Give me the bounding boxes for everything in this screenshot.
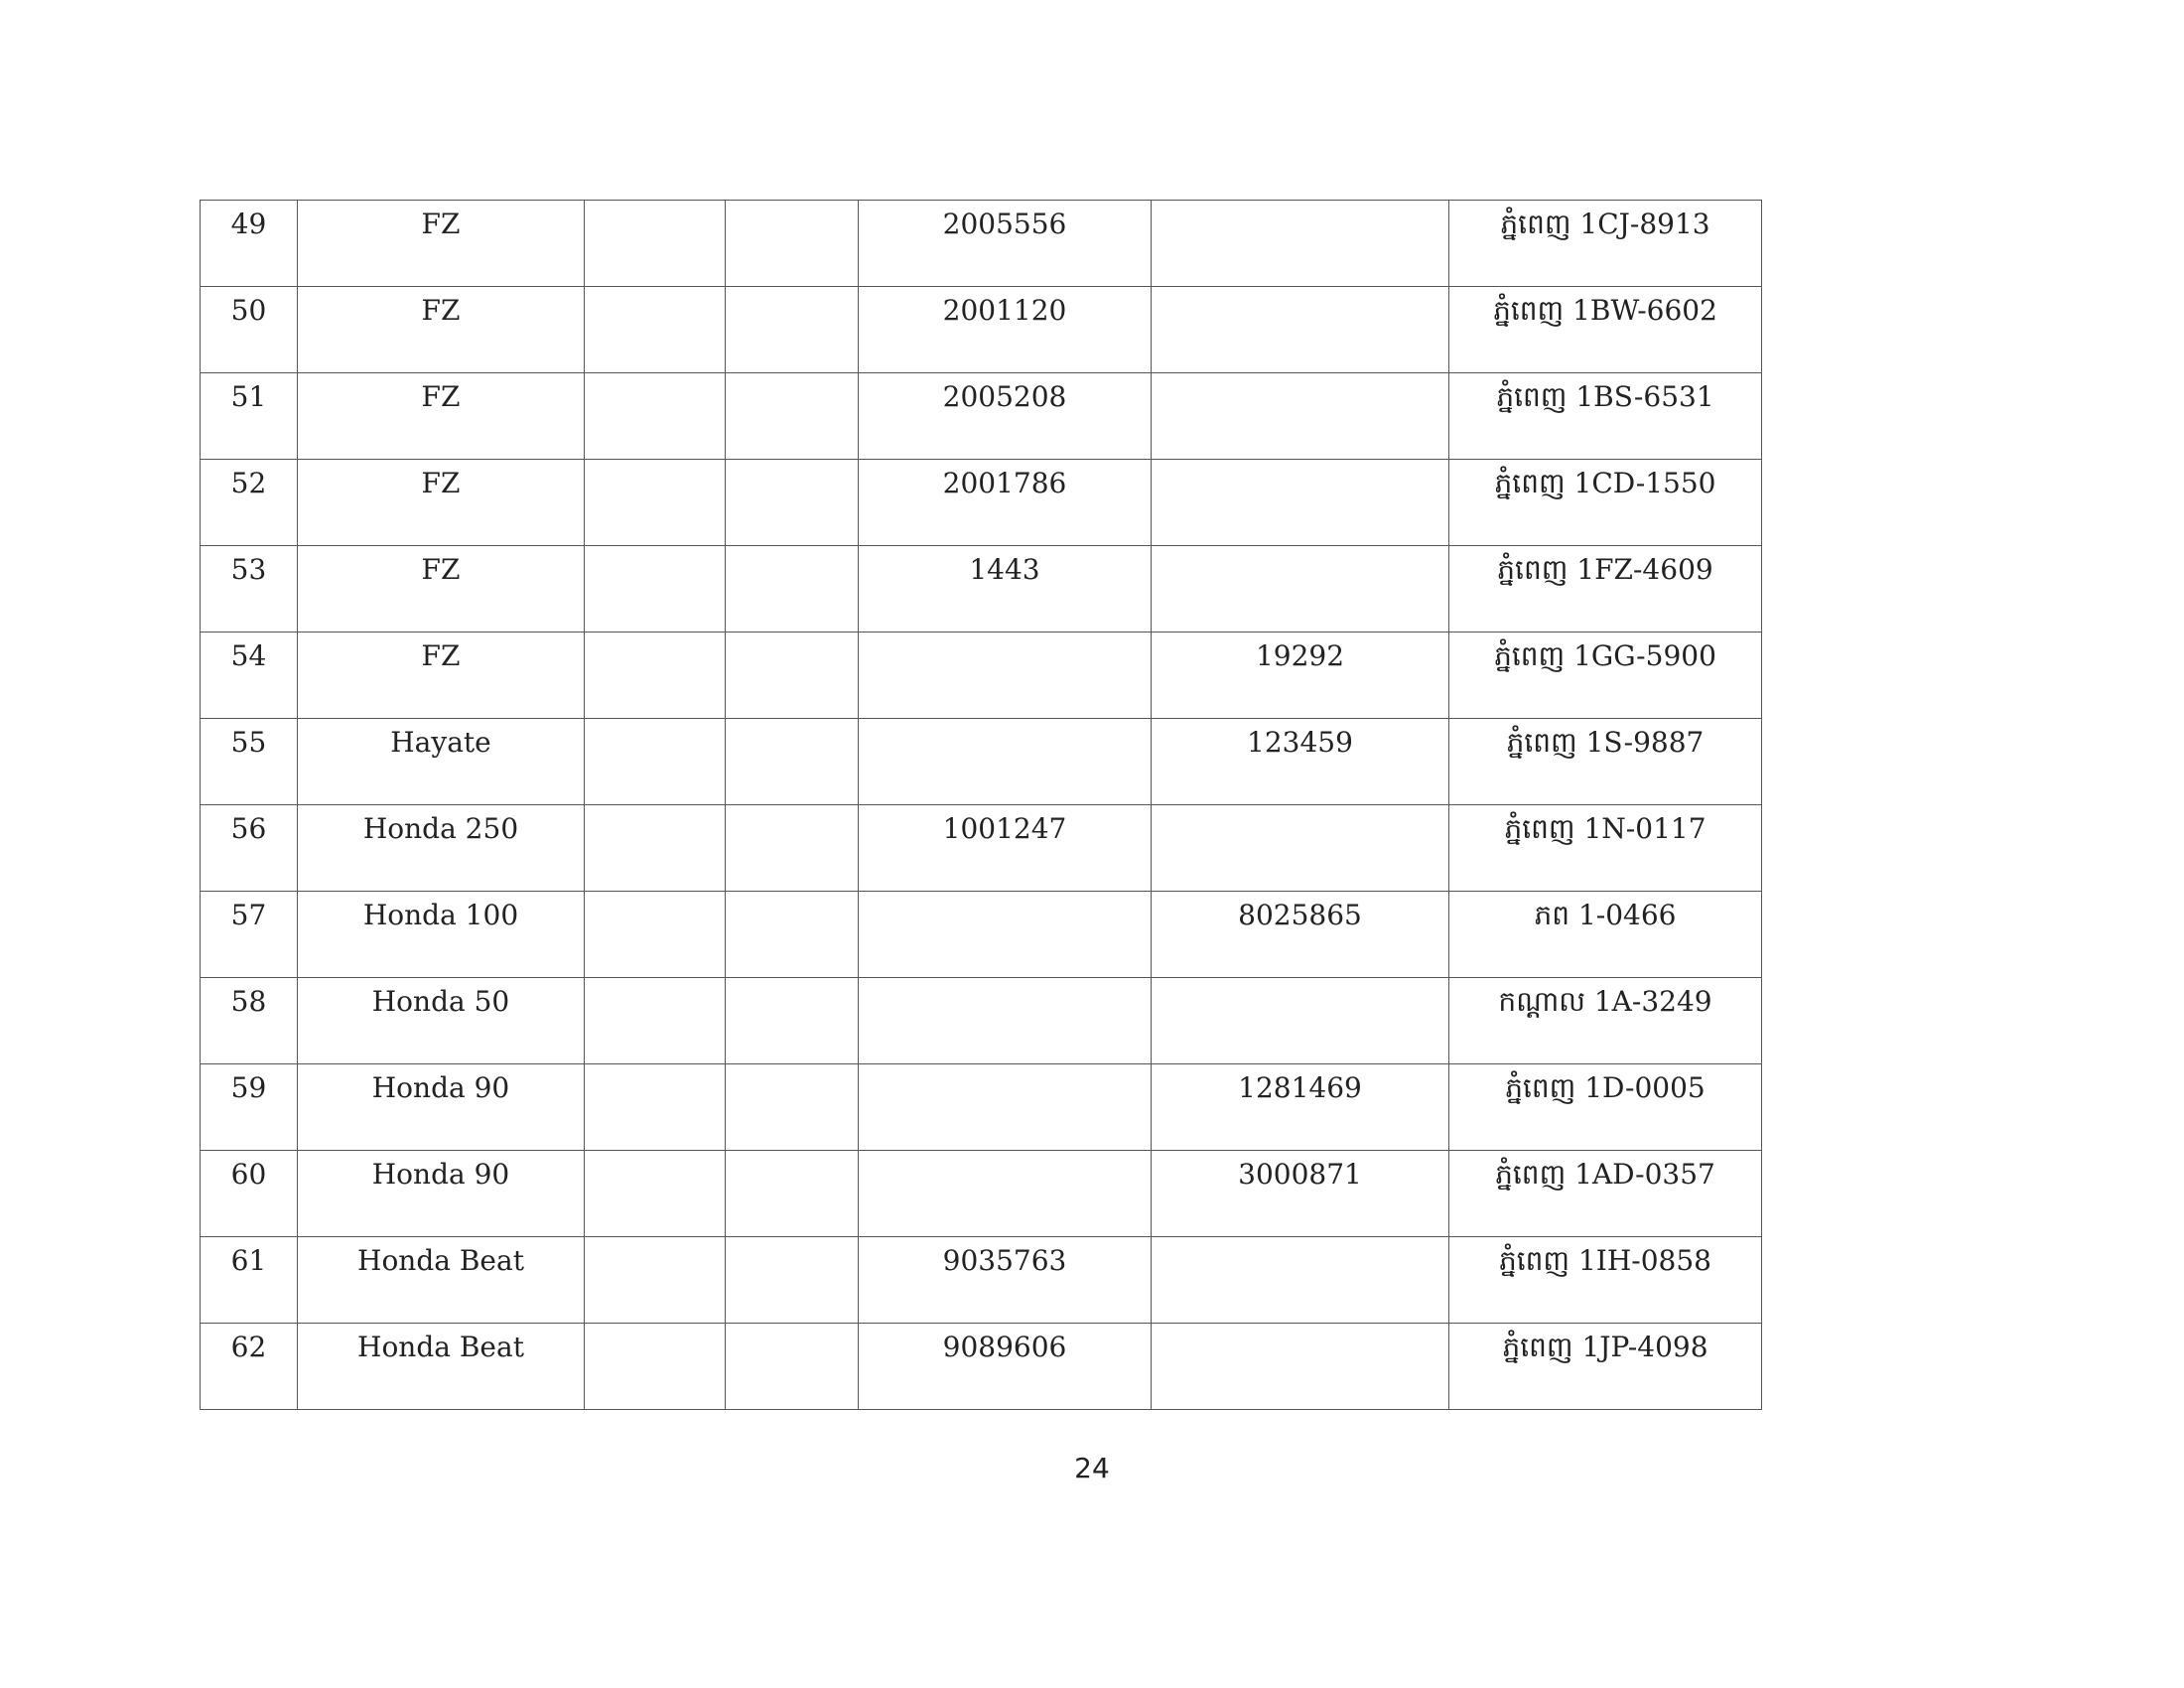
model-cell: [298, 1237, 585, 1324]
engine-number-cell: [859, 805, 1152, 892]
plate-number-cell: [1449, 373, 1762, 460]
row-number-cell: [201, 978, 298, 1064]
column-4-cell: [726, 373, 859, 460]
frame-number-cell: [1152, 719, 1449, 805]
frame-number-cell: [1152, 373, 1449, 460]
row-number-cell-text: 60: [230, 1158, 267, 1191]
model-cell: [298, 892, 585, 978]
plate-number-cell: [1449, 460, 1762, 546]
column-3-cell-text: [585, 287, 725, 295]
plate-number-cell-text: ភ្នំពេញ 1AD-0357: [1495, 1158, 1715, 1191]
table-row: [201, 633, 1762, 719]
engine-number-cell-text: [859, 978, 1151, 986]
engine-number-cell: [859, 633, 1152, 719]
row-number-cell-text: 54: [230, 639, 267, 672]
model-cell-text: Honda Beat: [357, 1331, 524, 1363]
column-3-cell: [585, 1151, 726, 1237]
column-4-cell-text: [726, 1237, 858, 1245]
table-row: [201, 287, 1762, 373]
model-cell-text: Honda Beat: [357, 1244, 524, 1277]
table-row: [201, 1064, 1762, 1151]
plate-number-cell-text: ភ្នំពេញ 1N-0117: [1504, 812, 1706, 845]
engine-number-cell-text: [859, 892, 1151, 900]
row-number-cell-text: 56: [230, 812, 267, 845]
frame-number-cell: [1152, 1237, 1449, 1324]
column-4-cell: [726, 1151, 859, 1237]
column-3-cell: [585, 460, 726, 546]
table-row: [201, 546, 1762, 633]
engine-number-cell-text: 1001247: [942, 812, 1067, 845]
column-3-cell: [585, 287, 726, 373]
row-number-cell-text: 57: [230, 899, 267, 931]
column-3-cell: [585, 633, 726, 719]
model-cell-text: FZ: [421, 467, 461, 499]
engine-number-cell: [859, 1151, 1152, 1237]
engine-number-cell-text: [859, 633, 1151, 640]
engine-number-cell-text: 1443: [969, 553, 1040, 586]
model-cell-text: FZ: [421, 208, 461, 240]
frame-number-cell-text: 123459: [1247, 726, 1353, 759]
row-number-cell: [201, 719, 298, 805]
model-cell: [298, 805, 585, 892]
plate-number-cell: [1449, 201, 1762, 287]
column-3-cell: [585, 892, 726, 978]
frame-number-cell-text: [1152, 1324, 1448, 1332]
column-4-cell: [726, 287, 859, 373]
frame-number-cell-text: [1152, 287, 1448, 295]
plate-number-cell: [1449, 978, 1762, 1064]
column-3-cell-text: [585, 373, 725, 381]
row-number-cell-text: 55: [230, 726, 267, 759]
model-cell: [298, 1324, 585, 1410]
page-number: 24: [1074, 1452, 1110, 1484]
frame-number-cell-text: 3000871: [1238, 1158, 1362, 1191]
row-number-cell: [201, 1151, 298, 1237]
frame-number-cell-text: [1152, 978, 1448, 986]
row-number-cell: [201, 892, 298, 978]
engine-number-cell-text: 9035763: [942, 1244, 1067, 1277]
column-3-cell-text: [585, 633, 725, 640]
engine-number-cell: [859, 1237, 1152, 1324]
column-3-cell-text: [585, 1237, 725, 1245]
column-3-cell-text: [585, 546, 725, 554]
model-cell: [298, 719, 585, 805]
plate-number-cell: [1449, 633, 1762, 719]
table-row: [201, 719, 1762, 805]
model-cell-text: Honda 90: [371, 1071, 510, 1104]
plate-number-cell-text: ភ្នំពេញ 1JP-4098: [1502, 1331, 1708, 1363]
plate-number-cell-text: ភ្នំពេញ 1FZ-4609: [1497, 553, 1713, 586]
column-3-cell: [585, 1324, 726, 1410]
column-4-cell-text: [726, 201, 858, 209]
frame-number-cell-text: 19292: [1255, 639, 1345, 672]
column-4-cell-text: [726, 1324, 858, 1332]
model-cell-text: Honda 100: [362, 899, 519, 931]
column-3-cell: [585, 1064, 726, 1151]
engine-number-cell: [859, 460, 1152, 546]
model-cell: [298, 201, 585, 287]
column-4-cell-text: [726, 460, 858, 468]
row-number-cell: [201, 201, 298, 287]
engine-number-cell-text: [859, 1151, 1151, 1159]
frame-number-cell: [1152, 546, 1449, 633]
row-number-cell: [201, 460, 298, 546]
frame-number-cell-text: [1152, 546, 1448, 554]
column-3-cell: [585, 201, 726, 287]
engine-number-cell: [859, 892, 1152, 978]
plate-number-cell-text: ភ្នំពេញ 1D-0005: [1505, 1071, 1706, 1104]
column-4-cell: [726, 719, 859, 805]
column-3-cell: [585, 805, 726, 892]
plate-number-cell-text: ភ្នំពេញ 1BS-6531: [1496, 380, 1714, 413]
column-4-cell: [726, 460, 859, 546]
frame-number-cell-text: [1152, 460, 1448, 468]
plate-number-cell: [1449, 1324, 1762, 1410]
model-cell: [298, 460, 585, 546]
model-cell-text: FZ: [421, 380, 461, 413]
row-number-cell-text: 53: [230, 553, 267, 586]
frame-number-cell: [1152, 978, 1449, 1064]
column-3-cell-text: [585, 1324, 725, 1332]
column-3-cell: [585, 373, 726, 460]
table-row: [201, 978, 1762, 1064]
frame-number-cell: [1152, 460, 1449, 546]
column-3-cell: [585, 978, 726, 1064]
column-4-cell-text: [726, 719, 858, 727]
table-row: [201, 201, 1762, 287]
model-cell-text: FZ: [421, 553, 461, 586]
column-3-cell-text: [585, 1064, 725, 1072]
table-row: [201, 373, 1762, 460]
engine-number-cell: [859, 1324, 1152, 1410]
model-cell: [298, 546, 585, 633]
row-number-cell: [201, 633, 298, 719]
row-number-cell: [201, 546, 298, 633]
column-3-cell-text: [585, 805, 725, 813]
plate-number-cell-text: កណ្តាល 1A-3249: [1498, 985, 1712, 1018]
model-cell-text: Honda 250: [362, 812, 519, 845]
frame-number-cell-text: [1152, 1237, 1448, 1245]
engine-number-cell-text: 2005556: [942, 208, 1067, 240]
row-number-cell-text: 50: [230, 294, 267, 327]
engine-number-cell-text: 9089606: [942, 1331, 1067, 1363]
column-4-cell: [726, 1237, 859, 1324]
column-3-cell: [585, 719, 726, 805]
plate-number-cell: [1449, 1064, 1762, 1151]
column-4-cell: [726, 892, 859, 978]
frame-number-cell-text: 8025865: [1238, 899, 1362, 931]
plate-number-cell-text: ភ្នំពេញ 1IH-0858: [1498, 1244, 1711, 1277]
engine-number-cell: [859, 287, 1152, 373]
column-3-cell-text: [585, 892, 725, 900]
frame-number-cell-text: [1152, 201, 1448, 209]
column-3-cell-text: [585, 719, 725, 727]
frame-number-cell: [1152, 1324, 1449, 1410]
model-cell: [298, 1151, 585, 1237]
frame-number-cell: [1152, 805, 1449, 892]
frame-number-cell: [1152, 892, 1449, 978]
column-4-cell: [726, 978, 859, 1064]
engine-number-cell: [859, 201, 1152, 287]
model-cell-text: Honda 90: [371, 1158, 510, 1191]
column-4-cell-text: [726, 978, 858, 986]
column-4-cell-text: [726, 1064, 858, 1072]
plate-number-cell-text: ភ្នំពេញ 1CJ-8913: [1500, 208, 1710, 240]
model-cell: [298, 978, 585, 1064]
row-number-cell: [201, 373, 298, 460]
model-cell-text: FZ: [421, 639, 461, 672]
plate-number-cell: [1449, 1151, 1762, 1237]
column-4-cell-text: [726, 633, 858, 640]
plate-number-cell-text: ភ្នំពេញ 1CD-1550: [1494, 467, 1716, 499]
engine-number-cell: [859, 546, 1152, 633]
row-number-cell: [201, 1237, 298, 1324]
model-cell-text: Hayate: [390, 726, 491, 759]
frame-number-cell-text: 1281469: [1238, 1071, 1362, 1104]
column-4-cell: [726, 1324, 859, 1410]
column-4-cell-text: [726, 373, 858, 381]
plate-number-cell-text: ភ្នំពេញ 1BW-6602: [1493, 294, 1717, 327]
engine-number-cell: [859, 978, 1152, 1064]
table-row: [201, 1237, 1762, 1324]
engine-number-cell: [859, 1064, 1152, 1151]
row-number-cell-text: 59: [230, 1071, 267, 1104]
plate-number-cell: [1449, 805, 1762, 892]
engine-number-cell-text: [859, 1064, 1151, 1072]
row-number-cell-text: 52: [230, 467, 267, 499]
column-3-cell-text: [585, 460, 725, 468]
row-number-cell-text: 61: [230, 1244, 267, 1277]
plate-number-cell: [1449, 1237, 1762, 1324]
engine-number-cell-text: 2001786: [942, 467, 1067, 499]
frame-number-cell: [1152, 201, 1449, 287]
column-3-cell: [585, 546, 726, 633]
model-cell: [298, 373, 585, 460]
plate-number-cell: [1449, 892, 1762, 978]
column-4-cell: [726, 201, 859, 287]
table-row: [201, 805, 1762, 892]
column-3-cell: [585, 1237, 726, 1324]
frame-number-cell: [1152, 287, 1449, 373]
vehicle-records-table: [200, 200, 1762, 1410]
row-number-cell: [201, 1064, 298, 1151]
column-3-cell-text: [585, 1151, 725, 1159]
plate-number-cell: [1449, 719, 1762, 805]
plate-number-cell-text: ភ្នំពេញ 1GG-5900: [1494, 639, 1716, 672]
column-4-cell-text: [726, 892, 858, 900]
frame-number-cell-text: [1152, 805, 1448, 813]
table-row: [201, 892, 1762, 978]
column-4-cell: [726, 805, 859, 892]
model-cell-text: FZ: [421, 294, 461, 327]
column-4-cell-text: [726, 287, 858, 295]
table-row: [201, 1324, 1762, 1410]
table-body: [201, 201, 1762, 1410]
plate-number-cell: [1449, 287, 1762, 373]
model-cell: [298, 633, 585, 719]
column-4-cell-text: [726, 1151, 858, 1159]
model-cell-text: Honda 50: [371, 985, 510, 1018]
frame-number-cell-text: [1152, 373, 1448, 381]
column-4-cell: [726, 633, 859, 719]
plate-number-cell-text: ភ្នំពេញ 1S-9887: [1506, 726, 1705, 759]
row-number-cell-text: 51: [230, 380, 267, 413]
frame-number-cell: [1152, 1064, 1449, 1151]
plate-number-cell-text: ភព 1-0466: [1534, 899, 1677, 931]
frame-number-cell: [1152, 633, 1449, 719]
row-number-cell: [201, 1324, 298, 1410]
model-cell: [298, 1064, 585, 1151]
row-number-cell-text: 49: [230, 208, 267, 240]
column-4-cell: [726, 546, 859, 633]
column-4-cell-text: [726, 805, 858, 813]
engine-number-cell: [859, 719, 1152, 805]
column-4-cell-text: [726, 546, 858, 554]
column-4-cell: [726, 1064, 859, 1151]
frame-number-cell: [1152, 1151, 1449, 1237]
row-number-cell: [201, 287, 298, 373]
row-number-cell-text: 58: [230, 985, 267, 1018]
row-number-cell: [201, 805, 298, 892]
column-3-cell-text: [585, 201, 725, 209]
engine-number-cell-text: [859, 719, 1151, 727]
table-row: [201, 460, 1762, 546]
engine-number-cell-text: 2005208: [942, 380, 1067, 413]
row-number-cell-text: 62: [230, 1331, 267, 1363]
column-3-cell-text: [585, 978, 725, 986]
engine-number-cell-text: 2001120: [942, 294, 1067, 327]
table-row: [201, 1151, 1762, 1237]
plate-number-cell: [1449, 546, 1762, 633]
engine-number-cell: [859, 373, 1152, 460]
model-cell: [298, 287, 585, 373]
